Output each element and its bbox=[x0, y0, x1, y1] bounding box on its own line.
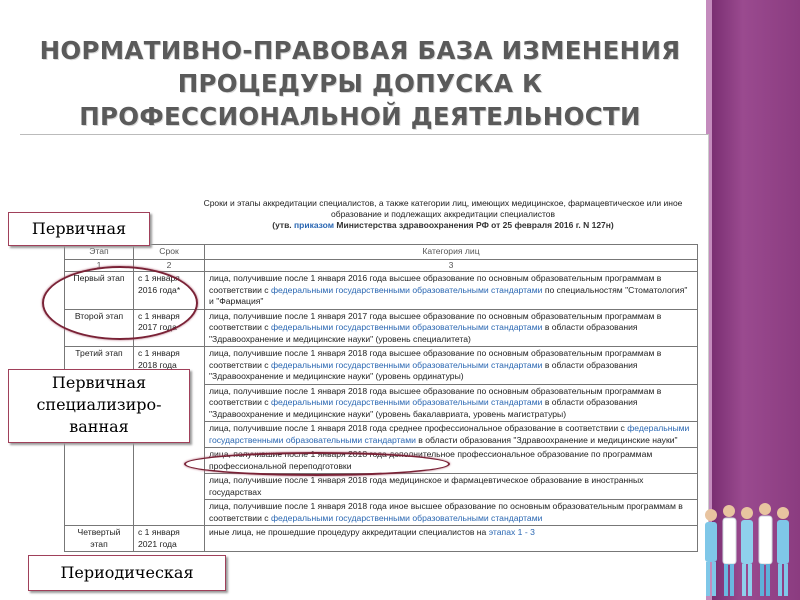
stage-cell: Первый этап bbox=[65, 272, 134, 310]
date-cell: с 1 января 2021 года bbox=[134, 526, 205, 552]
title-line-2: ПРОЦЕДУРЫ ДОПУСКА К bbox=[177, 69, 543, 98]
title-line-1: НОРМАТИВНО-ПРАВОВАЯ БАЗА ИЗМЕНЕНИЯ bbox=[39, 36, 681, 65]
column-header-stage: Этап bbox=[65, 245, 134, 260]
category-cell bbox=[205, 474, 698, 500]
standards-link[interactable]: федеральными государственными образовательными стандартами bbox=[270, 284, 543, 295]
category-text: лица, получившие после 1 января 2018 года среднее профессиональное образование в соответствии с bbox=[209, 423, 628, 433]
highlight-oval-retraining bbox=[184, 452, 450, 476]
standards-link[interactable]: федеральными государственными образовательными стандартами bbox=[209, 423, 690, 445]
column-header-date: Срок bbox=[134, 245, 205, 260]
category-cell bbox=[205, 422, 698, 448]
label-spec-line-3: ванная bbox=[69, 417, 129, 436]
stage-cell bbox=[65, 474, 134, 500]
stage-cell: Четвертый этап bbox=[65, 526, 134, 552]
column-number-1: 1 bbox=[65, 259, 134, 272]
standards-link[interactable]: этапах 1 - 3 bbox=[488, 527, 535, 537]
category-cell bbox=[205, 500, 698, 526]
category-cell bbox=[205, 347, 698, 385]
column-number-2: 2 bbox=[134, 259, 205, 272]
slide-title bbox=[20, 34, 700, 133]
category-cell bbox=[205, 384, 698, 422]
category-text: лица, получившие после 1 января 2018 года иное высшее образование по основным образовательным программам в соответствии с bbox=[209, 501, 683, 523]
label-primary: Первичная bbox=[8, 212, 150, 246]
category-text-tail: в области образования "Здравоохранение и медицинские науки" bbox=[415, 434, 678, 445]
heading-line-1: Сроки и этапы аккредитации специалистов, а также категории лиц, имеющих медицинское, фармацевтическое или иное bbox=[203, 198, 683, 208]
table-header-row bbox=[65, 245, 698, 260]
date-cell: с 1 января 2016 года* bbox=[134, 272, 205, 310]
label-periodic: Периодическая bbox=[28, 555, 226, 591]
category-text: лица, получившие после 1 января 2017 года высшее образование по основным образовательным программам в соответствии с bbox=[209, 310, 662, 332]
date-cell bbox=[134, 500, 205, 526]
heading-line-3 bbox=[194, 220, 692, 231]
title-line-3: ПРОФЕССИОНАЛЬНОЙ ДЕЯТЕЛЬНОСТИ bbox=[79, 102, 641, 131]
label-primary-specialized bbox=[8, 369, 190, 443]
date-cell: с 1 января 2017 года bbox=[134, 309, 205, 347]
document-heading bbox=[194, 198, 692, 231]
label-spec-line-1: Первичная bbox=[51, 373, 147, 392]
order-link[interactable]: приказом bbox=[294, 220, 335, 230]
table-number-row bbox=[65, 259, 698, 272]
category-cell bbox=[205, 272, 698, 310]
table-row bbox=[65, 474, 698, 500]
stage-cell bbox=[65, 448, 134, 474]
heading-post: Министерства здравоохранения РФ от 25 февраля 2016 г. N 127н) bbox=[334, 220, 614, 230]
category-text: лица, получившие после 1 января 2016 года высшее образование по основным образовательным программам в соответствии с bbox=[209, 273, 662, 295]
category-text: лица, получившие после 1 января 2018 года высшее образование по основным образовательным программам в соответствии с bbox=[209, 348, 662, 370]
category-text-tail: в области образования "Здравоохранение и медицинские науки" (уровень ординатуры) bbox=[209, 359, 638, 381]
category-text: иные лица, не прошедшие процедуру аккредитации специалистов на bbox=[209, 527, 489, 537]
standards-link[interactable]: федеральными государственными образовательными стандартами bbox=[270, 512, 543, 523]
standards-link[interactable]: федеральными государственными образовательными стандартами bbox=[270, 322, 543, 332]
category-text-tail: в области образования "Здравоохранение и медицинские науки" (уровень специалитета) bbox=[209, 322, 638, 344]
category-cell bbox=[205, 309, 698, 347]
stage-cell: Второй этап bbox=[65, 309, 134, 347]
category-text: лица, получившие после 1 января 2018 года дополнительное профессиональное образование по программам профессиональной переподготовки bbox=[209, 449, 653, 471]
date-cell bbox=[134, 474, 205, 500]
category-text-tail: в области образования "Здравоохранение и медицинские науки" (уровень бакалавриата, уровень магистратуры) bbox=[209, 397, 638, 419]
standards-link[interactable]: федеральными государственными образовательными стандартами bbox=[270, 397, 543, 407]
highlight-oval-first-stages bbox=[42, 266, 198, 340]
column-number-3: 3 bbox=[205, 259, 698, 272]
table-row bbox=[65, 526, 698, 552]
standards-link[interactable]: федеральными государственными образовательными стандартами bbox=[270, 359, 543, 370]
medical-staff-icon bbox=[695, 495, 800, 600]
heading-pre: (утв. bbox=[272, 220, 295, 230]
stage-cell bbox=[65, 500, 134, 526]
category-text: лица, получившие после 1 января 2018 года высшее образование по основным образовательным программам в соответствии с bbox=[209, 385, 662, 407]
heading-line-2: образование и подлежащих аккредитации специалистов bbox=[330, 209, 556, 219]
category-cell bbox=[205, 526, 698, 552]
category-text-tail: по специальностям "Стоматология" и "Фармация" bbox=[209, 284, 688, 306]
table-row bbox=[65, 500, 698, 526]
stage-cell: Третий этап bbox=[65, 347, 134, 385]
column-header-category: Категория лиц bbox=[205, 245, 698, 260]
category-text: лица, получившие после 1 января 2018 года медицинское и фармацевтическое образование в иностранных государствах bbox=[209, 475, 644, 497]
label-spec-line-2: специализиро- bbox=[36, 395, 162, 414]
date-cell: с 1 января 2018 года bbox=[134, 347, 205, 385]
